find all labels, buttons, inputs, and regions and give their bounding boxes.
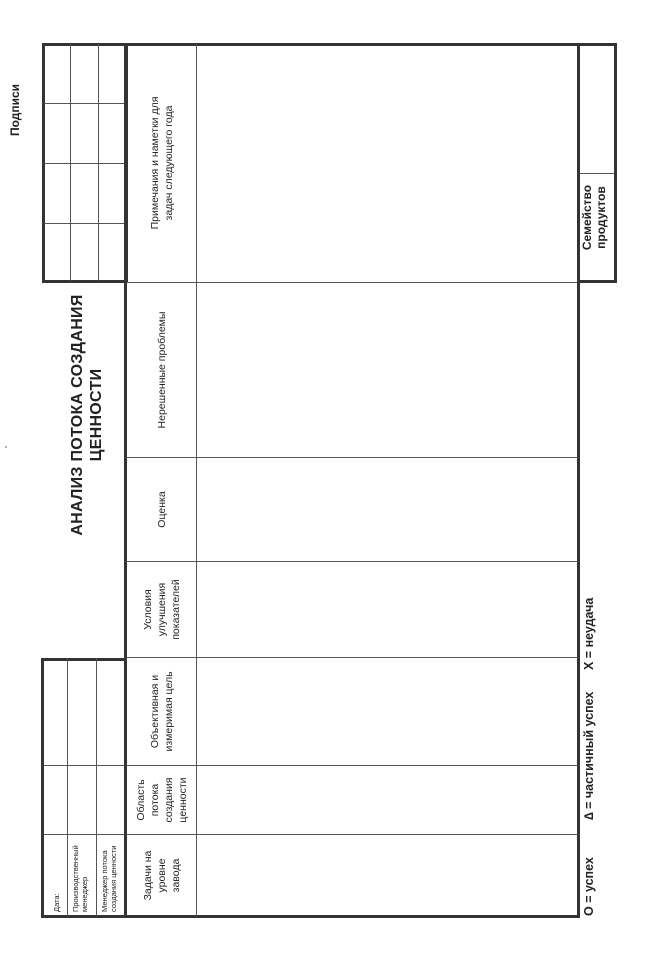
date-label: Дата: [52,893,61,912]
info-col-divider [44,834,124,835]
sig-col-divider [44,223,126,224]
col-header-improvement-conditions: Условия улучшения показателей [142,579,182,640]
col-header-objective: Объективная и измеримая цель [149,671,175,752]
header-row-divider [196,44,197,916]
info-row-divider [67,658,68,916]
legend-partial: ∆ = частичный успех [582,691,596,820]
form-title [68,250,106,580]
title-line-2: ЦЕННОСТИ [88,368,105,462]
legend-fail: Х = неудача [582,597,596,670]
col-header-open-issues: Нерешенные проблемы [156,311,168,429]
production-manager-label: Производственный менеджер [71,845,89,912]
scan-speck [5,446,7,448]
col-header-notes-next-year: Примечания и наметки для задач следующего года [149,96,175,230]
col-header-vsm-area: Область потока создания ценности [135,777,189,823]
signatures-label: Подписи [8,83,22,137]
col-header-plant-tasks: Задачи на уровне завода [142,850,182,901]
col-header-evaluation: Оценка [156,491,168,528]
product-family-label: Семейство продуктов [580,184,608,251]
info-col-divider [44,765,124,766]
product-family-divider [579,173,615,174]
legend-success: О = успех [582,857,596,916]
vsm-manager-label: Менеджер потока создания ценности [100,845,118,912]
title-line-1: АНАЛИЗ ПОТОКА СОЗДАНИЯ [69,294,86,536]
sig-col-divider [44,103,126,104]
info-row-divider [96,658,97,916]
table-top-border [124,43,127,918]
sig-col-divider [44,163,126,164]
